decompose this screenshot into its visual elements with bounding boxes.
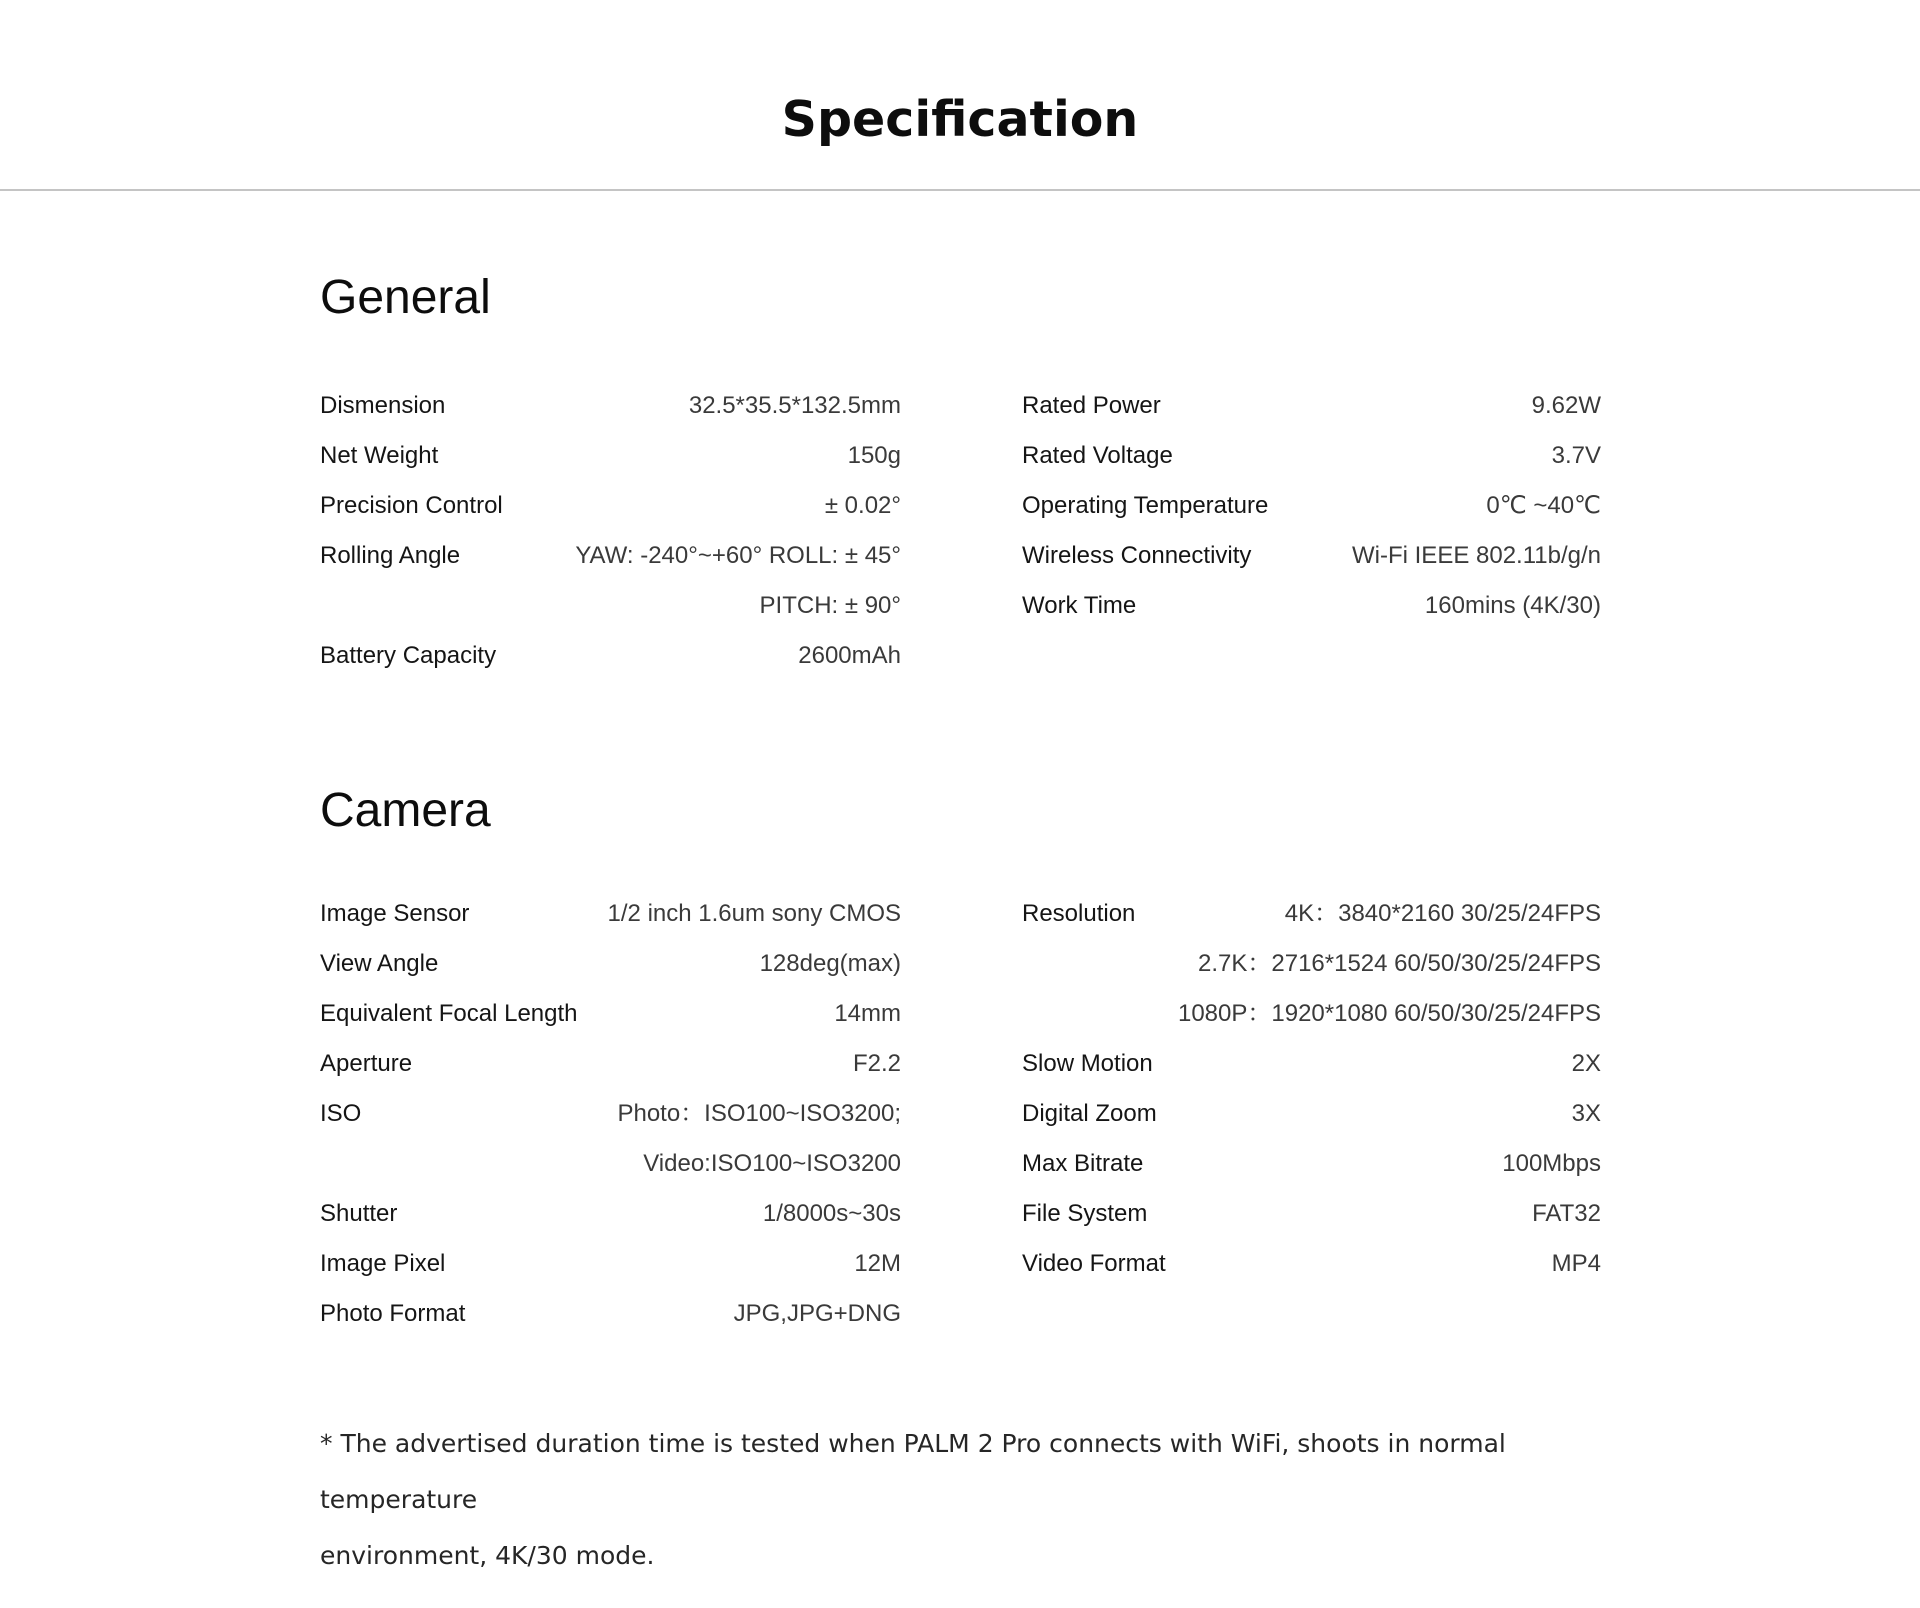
spec-value: 2X — [1571, 1050, 1601, 1077]
spec-value: MP4 — [1551, 1250, 1601, 1277]
spec-value: ± 0.02° — [824, 492, 901, 519]
spec-value: PITCH: ± 90° — [759, 592, 901, 619]
spec-row — [1022, 1139, 1601, 1189]
spec-value: 1/8000s~30s — [762, 1200, 901, 1227]
camera-specs-left — [320, 889, 901, 1339]
page-title: Specification — [781, 91, 1139, 148]
footnote — [320, 1416, 1610, 1584]
spec-row — [320, 1189, 901, 1239]
spec-value: 1/2 inch 1.6um sony CMOS — [607, 900, 901, 927]
spec-label: Work Time — [1022, 592, 1137, 619]
spec-value: Photo：ISO100~ISO3200; — [617, 1100, 901, 1127]
spec-row — [1022, 531, 1601, 581]
spec-row — [320, 1289, 901, 1339]
spec-label: View Angle — [320, 950, 439, 977]
spec-row — [320, 989, 901, 1039]
spec-row — [320, 481, 901, 531]
spec-value: 100Mbps — [1502, 1150, 1601, 1177]
spec-label: Digital Zoom — [1022, 1100, 1157, 1127]
spec-row — [320, 631, 901, 681]
spec-value: Wi-Fi IEEE 802.11b/g/n — [1352, 542, 1601, 569]
spec-label: Rated Voltage — [1022, 442, 1173, 469]
title-divider — [0, 189, 1920, 191]
spec-label: Operating Temperature — [1022, 492, 1269, 519]
spec-label: Precision Control — [320, 492, 503, 519]
spec-value: 3.7V — [1551, 442, 1601, 469]
spec-label: Aperture — [320, 1050, 413, 1077]
spec-value: 12M — [854, 1250, 901, 1277]
spec-value: 2600mAh — [798, 642, 901, 669]
spec-value: 0℃ ~40℃ — [1486, 492, 1601, 519]
spec-label: Dismension — [320, 392, 446, 419]
spec-value: 1080P：1920*1080 60/50/30/25/24FPS — [1177, 1000, 1601, 1027]
spec-value: 4K：3840*2160 30/25/24FPS — [1284, 900, 1601, 927]
spec-label: ISO — [320, 1100, 362, 1127]
spec-label: Battery Capacity — [320, 642, 497, 669]
spec-row — [1022, 581, 1601, 631]
spec-row — [1022, 889, 1601, 939]
spec-row — [320, 889, 901, 939]
spec-label: File System — [1022, 1200, 1148, 1227]
spec-row — [320, 1089, 901, 1139]
spec-row — [320, 381, 901, 431]
spec-label: Max Bitrate — [1022, 1150, 1144, 1177]
general-specs-right — [1022, 381, 1601, 631]
spec-label: Image Pixel — [320, 1250, 446, 1277]
spec-label: Rolling Angle — [320, 542, 461, 569]
spec-value: 3X — [1571, 1100, 1601, 1127]
spec-value: YAW: -240°~+60° ROLL: ± 45° — [575, 542, 901, 569]
spec-label: Rated Power — [1022, 392, 1161, 419]
footnote-line-1: * The advertised duration time is tested when PALM 2 Pro connects with WiFi, shoots in normal temperature — [320, 1429, 1506, 1514]
spec-row — [1022, 481, 1601, 531]
spec-row — [1022, 1039, 1601, 1089]
spec-label: Wireless Connectivity — [1022, 542, 1252, 569]
spec-label: Slow Motion — [1022, 1050, 1153, 1077]
general-specs-left — [320, 381, 901, 681]
spec-value: 14mm — [834, 1000, 901, 1027]
spec-row — [1022, 989, 1601, 1039]
spec-value: 160mins (4K/30) — [1424, 592, 1601, 619]
spec-row — [320, 939, 901, 989]
section-heading-camera: Camera — [320, 784, 491, 837]
spec-row — [1022, 1089, 1601, 1139]
spec-row — [320, 581, 901, 631]
spec-row — [320, 1239, 901, 1289]
spec-value: JPG,JPG+DNG — [733, 1300, 901, 1327]
spec-row — [320, 1039, 901, 1089]
spec-row — [320, 1139, 901, 1189]
spec-row — [1022, 939, 1601, 989]
spec-label: Image Sensor — [320, 900, 470, 927]
footnote-line-2: environment, 4K/30 mode. — [320, 1541, 655, 1570]
spec-value: 32.5*35.5*132.5mm — [688, 392, 901, 419]
spec-row — [320, 431, 901, 481]
camera-specs-right — [1022, 889, 1601, 1289]
spec-row — [1022, 1239, 1601, 1289]
spec-value: F2.2 — [852, 1050, 901, 1077]
spec-label: Resolution — [1022, 900, 1136, 927]
spec-label: Photo Format — [320, 1300, 466, 1327]
spec-value: FAT32 — [1532, 1200, 1601, 1227]
spec-label: Equivalent Focal Length — [320, 1000, 578, 1027]
spec-label: Shutter — [320, 1200, 398, 1227]
spec-value: 150g — [847, 442, 901, 469]
spec-value: 2.7K：2716*1524 60/50/30/25/24FPS — [1198, 950, 1601, 977]
spec-row — [1022, 381, 1601, 431]
spec-value: 9.62W — [1531, 392, 1601, 419]
spec-row — [320, 531, 901, 581]
spec-row — [1022, 1189, 1601, 1239]
spec-value: Video:ISO100~ISO3200 — [643, 1150, 901, 1177]
section-heading-general: General — [320, 271, 491, 324]
spec-label: Net Weight — [320, 442, 439, 469]
spec-value: 128deg(max) — [759, 950, 901, 977]
spec-row — [1022, 431, 1601, 481]
spec-label: Video Format — [1022, 1250, 1166, 1277]
